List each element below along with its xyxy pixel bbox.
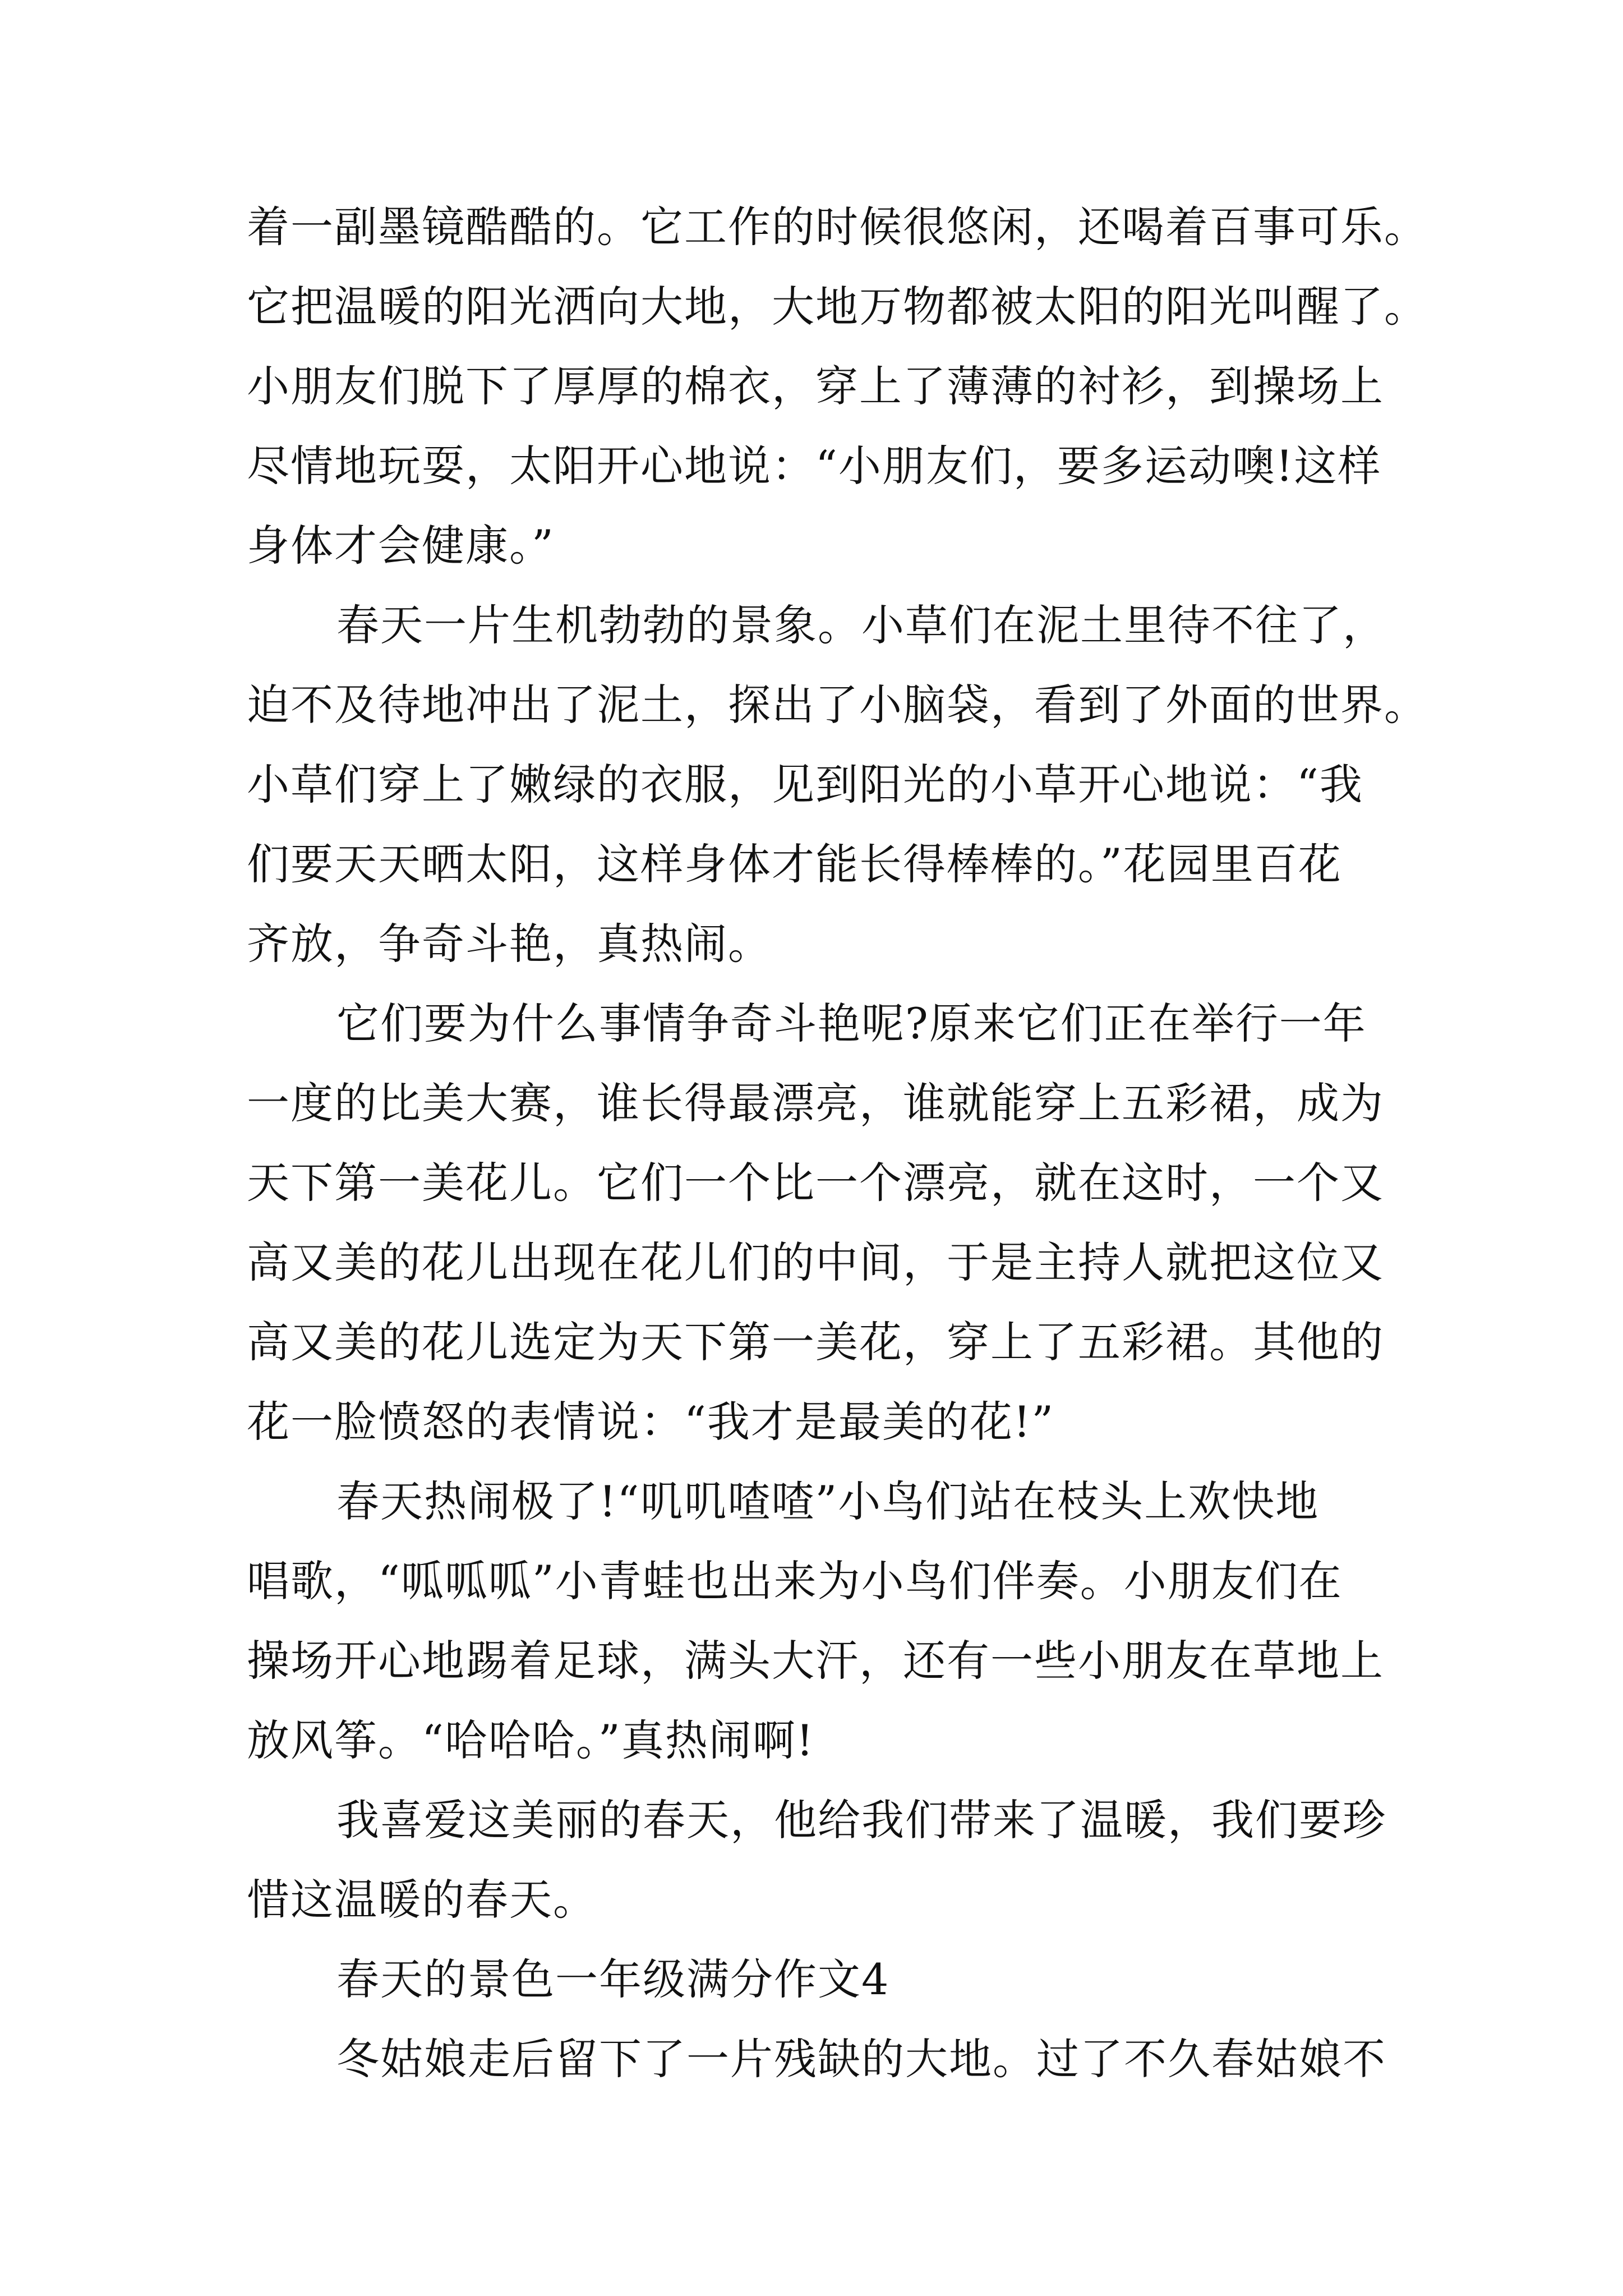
text-line: 操场开心地踢着足球，满头大汗，还有一些小朋友在草地上 bbox=[247, 1636, 1384, 1686]
text-line: 身体才会健康。” bbox=[247, 521, 555, 570]
text-line: 们要天天晒太阳，这样身体才能长得棒棒的。”花园里百花 bbox=[247, 839, 1342, 889]
text-line: 它把温暖的阳光洒向大地，大地万物都被太阳的阳光叫醒了。 bbox=[247, 282, 1428, 332]
paragraph-first-line: 它们要为什么事情争奇斗艳呢?原来它们正在举行一年 bbox=[336, 999, 1367, 1048]
text-line: 放风筝。“哈哈哈。”真热闹啊! bbox=[247, 1715, 815, 1765]
paragraph-first-line: 春天一片生机勃勃的景象。小草们在泥土里待不往了， bbox=[336, 600, 1386, 650]
text-line: 唱歌，“呱呱呱”小青蛙也出来为小鸟们伴奏。小朋友们在 bbox=[247, 1556, 1343, 1606]
text-line: 着一副墨镜酷酷的。它工作的时候很悠闲，还喝着百事可乐。 bbox=[247, 202, 1428, 252]
paragraph-first-line: 我喜爱这美丽的春天，他给我们带来了温暖，我们要珍 bbox=[336, 1795, 1386, 1845]
text-line: 高又美的花儿出现在花儿们的中间，于是主持人就把这位又 bbox=[247, 1237, 1384, 1287]
text-line: 一度的比美大赛，谁长得最漂亮，谁就能穿上五彩裙，成为 bbox=[247, 1078, 1384, 1128]
text-line: 尽情地玩耍，太阳开心地说：“小朋友们，要多运动噢!这样 bbox=[247, 441, 1382, 491]
text-line: 高又美的花儿选定为天下第一美花，穿上了五彩裙。其他的 bbox=[247, 1317, 1384, 1367]
text-line: 花一脸愤怒的表情说：“我才是最美的花!” bbox=[247, 1397, 1055, 1447]
text-line: 惜这温暖的春天。 bbox=[247, 1875, 597, 1925]
text-line: 天下第一美花儿。它们一个比一个漂亮，就在这时，一个又 bbox=[247, 1158, 1384, 1208]
text-line: 小草们穿上了嫩绿的衣服，见到阳光的小草开心地说：“我 bbox=[247, 760, 1363, 809]
text-line: 迫不及待地冲出了泥土，探出了小脑袋，看到了外面的世界。 bbox=[247, 680, 1428, 730]
text-line: 齐放，争奇斗艳，真热闹。 bbox=[247, 919, 772, 969]
section-heading: 春天的景色一年级满分作文4 bbox=[336, 1954, 890, 2004]
paragraph-first-line: 春天热闹极了!“叽叽喳喳”小鸟们站在枝头上欢快地 bbox=[336, 1476, 1320, 1526]
text-line: 小朋友们脱下了厚厚的棉衣，穿上了薄薄的衬衫，到操场上 bbox=[247, 361, 1384, 411]
paragraph-first-line: 冬姑娘走后留下了一片残缺的大地。过了不久春姑娘不 bbox=[336, 2034, 1386, 2084]
